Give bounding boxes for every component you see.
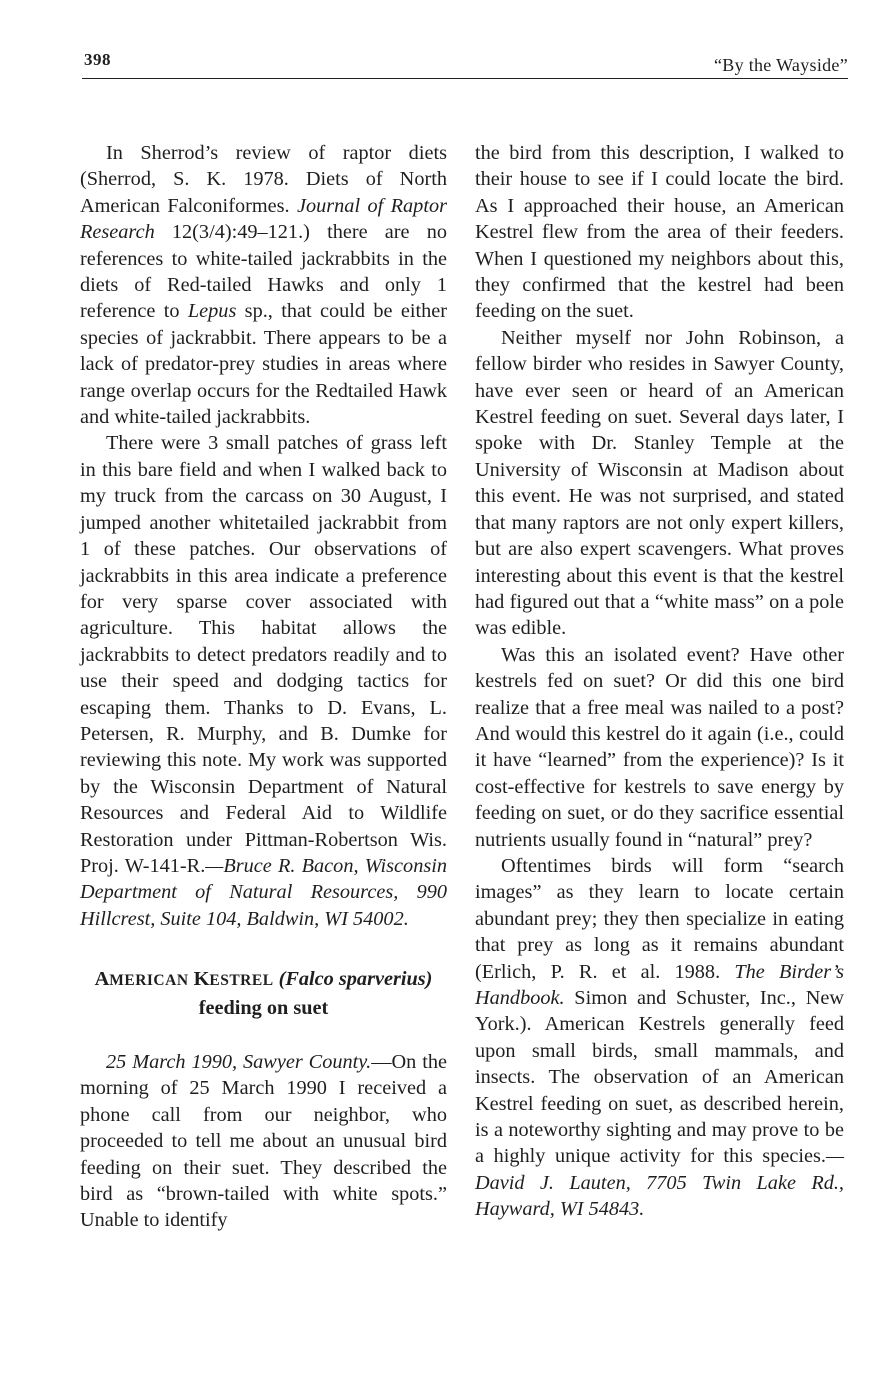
paragraph-robinson: Neither myself nor John Robinson, a fellow birder who resides in Sawyer County, have ever seen or heard of an American Kestrel feeding on suet. Several days later, I spoke with Dr. Stanley Temple at the University of Wisconsin at Madison about this event. He was not surprised, and stated that many raptors are not only expert killers, but are also expert scavengers. What proves interesting about this event is that the kestrel had figured out that a “white mass” on a pole was edible. [475,326,844,640]
paragraph-jackrabbit-patches: There were 3 small patches of grass left in this bare field and when I walked back to my truck from the carcass on 30 August, I jumped another whitetailed jackrabbit from 1 of these patches. Our observations of jackrabbits in this area indicate a preference for very sparse cover associated with agriculture. This habitat allows the jackrabbits to detect predators readily and to use their speed and dodging tactics for escaping them. Thanks to D. Evans, L. Petersen, R. Murphy, and B. Dumke for reviewing this note. My work was supported by the Wisconsin Department of Natural Resources and Federal Aid to Wildlife Restoration under Pittman-Robertson Wis. Proj. W-141-R.—Bruce R. Bacon, Wisconsin Department of Natural Resources, 990 Hillcrest, Suite 104, Baldwin, WI 54002. [80,432,448,930]
author-signature: —Bruce R. Bacon, Wisconsin Department of Natural Resources, 990 Hillcrest, Suite 104, Baldwin, WI 54002. [80,854,448,930]
journal-title: Journal of Raptor Research [80,194,447,244]
section-title: AMERICAN KESTREL (Falco sparverius) feeding on suet [94,968,433,1019]
author-signature: —David J. Lauten, 7705 Twin Lake Rd., Hayward, WI 54843. [475,1145,844,1221]
paragraph-search-images: Oftentimes birds will form “search images” as they learn to locate certain abundant prey; they then specialize in eating that prey as long as it remains abundant (Erlich, P. R. et al. 1988. The Birder’s Handbook. Simon and Schuster, Inc., New York.). American Kestrels generally feed upon small birds, small mammals, and insects. The observation of an American Kestrel feeding on suet, as described herein, is a noteworthy sighting and may prove to be a highly unique activity for this species.—David J. Lauten, 7705 Twin Lake Rd., Hayward, WI 54843. [475,854,844,1221]
genus-name: Lepus [187,300,237,323]
header-rule [82,78,848,79]
paragraph-continued: the bird from this description, I walked to their house to see if I could locate the bird. As I approached their house, an American Kestrel flew from the area of their feeders. When I questioned my neighbors about this, they confirmed that the kestrel had been feeding on the suet. [475,142,844,323]
dateline: 25 March 1990, Sawyer County. [106,1051,372,1073]
paragraph-questions: Was this an isolated event? Have other kestrels fed on suet? Or did this one bird realize that a free meal was nailed to a post? And would this kestrel do it again (i.e., could it have “learned” from the experience)? Is it cost-effective for kestrels to save energy by feeding on suet, or do they sacrifice essential nutrients usually found in “natural” prey? [475,643,844,851]
species-name: (Falco sparverius) [278,968,433,991]
left-column [80,140,447,1234]
paragraph-kestrel-intro: 25 March 1990, Sawyer County.—On the morning of 25 March 1990 I received a phone call from our neighbor, who proceeded to tell me about an unusual bird feeding on their suet. They described the bird as “brown-tailed with white spots.” Unable to identify [80,1051,447,1232]
book-title: The Birder’s Handbook. [475,960,844,1009]
running-head: “By the Wayside” [714,55,848,75]
paragraph-raptor-diets: In Sherrod’s review of raptor diets (Sherrod, S. K. 1978. Diets of North American Falconiformes. Journal of Raptor Research 12(3/4):49–121.) there are no references to white-tailed jackrabbits in the diets of Red-tailed Hawks and only 1 reference to Lepus sp., that could be either species of jackrabbit. There appears to be a lack of predator-prey studies in areas where range overlap occurs for the Redtailed Hawk and white-tailed jackrabbits. [80,142,448,429]
right-column [475,140,844,1223]
page-number: 398 [84,50,111,69]
